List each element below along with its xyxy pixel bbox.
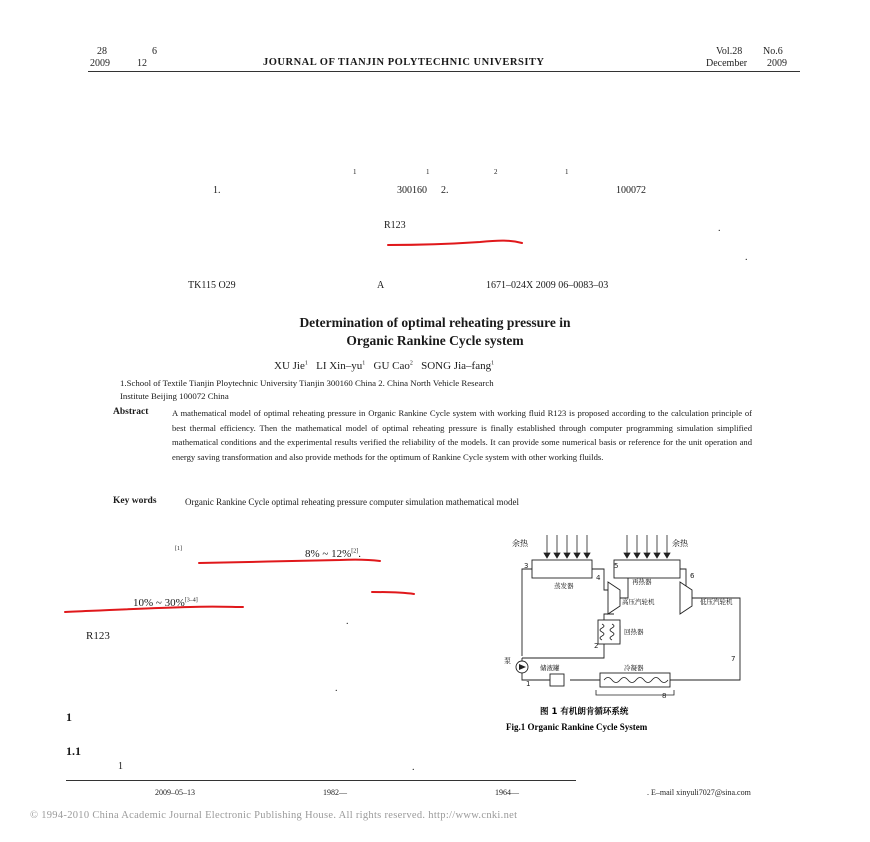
- node-number: 7: [731, 655, 736, 663]
- figure-caption-cn: 图 1 有机朗肯循环系统: [540, 707, 629, 717]
- figure-1: [500, 530, 760, 740]
- tank-box: [550, 674, 564, 686]
- hp-turbine: [608, 582, 620, 614]
- author-list: XU Jie$^1$ LI Xin–$yu^1$ GU Cao$^2$ SONG Jia–fang$^1$: [274, 360, 495, 372]
- english-title-line2: Organic Rankine Cycle system: [346, 333, 524, 348]
- efficiency-range-1: 8% ~ 12%[2].: [305, 548, 362, 560]
- header-year-cn: 2009: [90, 58, 110, 69]
- header-volume: Vol.28: [716, 46, 743, 57]
- cn-aff-postcode: 100072: [616, 185, 646, 196]
- author-name: SONG Jia–fang: [421, 360, 492, 372]
- efficiency-range-2: 10% ~ 30%[3–4]: [133, 597, 198, 609]
- author-name: LI Xin–yu: [316, 360, 363, 372]
- journal-title: JOURNAL OF TIANJIN POLYTECHNIC UNIVERSITY: [263, 57, 545, 68]
- dot: .: [346, 616, 349, 627]
- dot: .: [412, 762, 415, 773]
- orc-system-diagram: [500, 530, 760, 740]
- author-name: GU Cao: [373, 360, 410, 372]
- cn-aff-number: 2.: [441, 185, 449, 196]
- waste-heat-arrows-right: [624, 535, 670, 558]
- fig-label-tank: 储液罐: [540, 664, 560, 672]
- article-number: 1671–024X 2009 06–0083–03: [486, 280, 609, 291]
- keywords-text: Organic Rankine Cycle optimal reheating pressure computer simulation mathematical model: [185, 497, 519, 507]
- fig-label-lp-turbine: 低压汽轮机: [700, 598, 733, 606]
- abstract-text: A mathematical model of optimal reheating pressure in Organic Rankine Cycle system with working fluid R123 is proposed according to the calculation principle of best thermal efficiency. Then the mathematical model of optimal reheating pressure is finally established through computer programming simulation simplified mathematical conditions and the experimental results verified the reliability of the models. It can provide some numerical basis or reference for the unit operation and energy saving transformation and also provide methods for the optimum of Rankine Cycle system with other working fluilds.: [172, 408, 752, 462]
- fig-label-evaporator: 蒸发器: [554, 582, 574, 590]
- fig-label-hp-turbine: 高压汽轮机: [622, 598, 655, 606]
- dot: .: [745, 252, 748, 263]
- abstract-label: Abstract: [113, 407, 149, 417]
- cn-author-sup: 1: [426, 168, 430, 176]
- node-number: 3: [524, 562, 529, 570]
- cn-author-sup: 2: [494, 168, 498, 176]
- cn-aff-number: 1.: [213, 185, 221, 196]
- red-underline-r123: [388, 241, 522, 245]
- keywords-label: Key words: [113, 496, 157, 506]
- header-month-cn: 12: [137, 58, 147, 69]
- red-underline-pct2: [65, 607, 243, 612]
- fig-label-waste-heat: 余热: [512, 539, 528, 548]
- header-month: December: [706, 58, 748, 69]
- fig-label-pump: 泵: [504, 657, 511, 665]
- node-number: 8: [662, 692, 667, 700]
- english-title-line1: Determination of optimal reheating pressure in: [299, 315, 571, 330]
- cn-aff-postcode: 300160: [397, 185, 427, 196]
- red-underline-pct1: [199, 560, 380, 563]
- body-r123: R123: [86, 630, 110, 642]
- section-heading-1: 1: [66, 710, 72, 724]
- paragraph-number: 1: [118, 761, 123, 772]
- english-affiliation: 1.School of Textile Tianjin Ploytechnic University Tianjin 300160 China 2. China North Vehicle Research Institute Beijing 100072 China: [120, 378, 494, 401]
- copyright-notice: © 1994-2010 China Academic Journal Electronic Publishing House. All rights reserved. http://www.cnki.net: [30, 810, 518, 821]
- evaporator-box: [532, 560, 592, 578]
- lp-turbine: [680, 582, 692, 614]
- header-no-cn: 6: [152, 46, 157, 57]
- node-number: 6: [690, 572, 695, 580]
- node-number: 5: [614, 562, 619, 570]
- fig-label-waste-heat: 余热: [672, 539, 688, 548]
- node-number: 2: [594, 642, 599, 650]
- footnote-rule: [66, 780, 576, 781]
- citation-ref: [1]: [175, 546, 182, 552]
- header-number: No.6: [763, 46, 783, 57]
- node-number: 1: [526, 680, 531, 688]
- cn-author-sup: 1: [353, 168, 357, 176]
- fig-label-regenerator: 回热器: [624, 628, 644, 636]
- author-birth-year: 1982—: [323, 788, 347, 797]
- waste-heat-arrows-left: [544, 535, 590, 558]
- fig-label-condenser: 冷凝器: [624, 664, 644, 672]
- classification-code: TK115 O29: [188, 280, 236, 291]
- cn-abstract-r123: R123: [384, 220, 406, 231]
- author-birth-year: 1964—: [495, 788, 519, 797]
- author-email: . E–mail xinyuli7027@sina.com: [647, 788, 751, 797]
- fig-label-reheater: 再热器: [632, 578, 652, 586]
- received-date: 2009–05–13: [155, 788, 195, 797]
- cn-author-sup: 1: [565, 168, 569, 176]
- section-heading-1-1: 1.1: [66, 744, 81, 758]
- header-vol-cn: 28: [97, 46, 107, 57]
- header-year: 2009: [767, 58, 787, 69]
- reheater-box: [614, 560, 680, 578]
- dot: .: [718, 223, 721, 234]
- red-mark: [372, 592, 414, 594]
- node-number: 4: [596, 574, 601, 582]
- author-name: XU Jie: [274, 360, 305, 372]
- dot: .: [335, 683, 338, 694]
- figure-caption-en: Fig.1 Organic Rankine Cycle System: [506, 722, 648, 732]
- document-code: A: [377, 280, 385, 291]
